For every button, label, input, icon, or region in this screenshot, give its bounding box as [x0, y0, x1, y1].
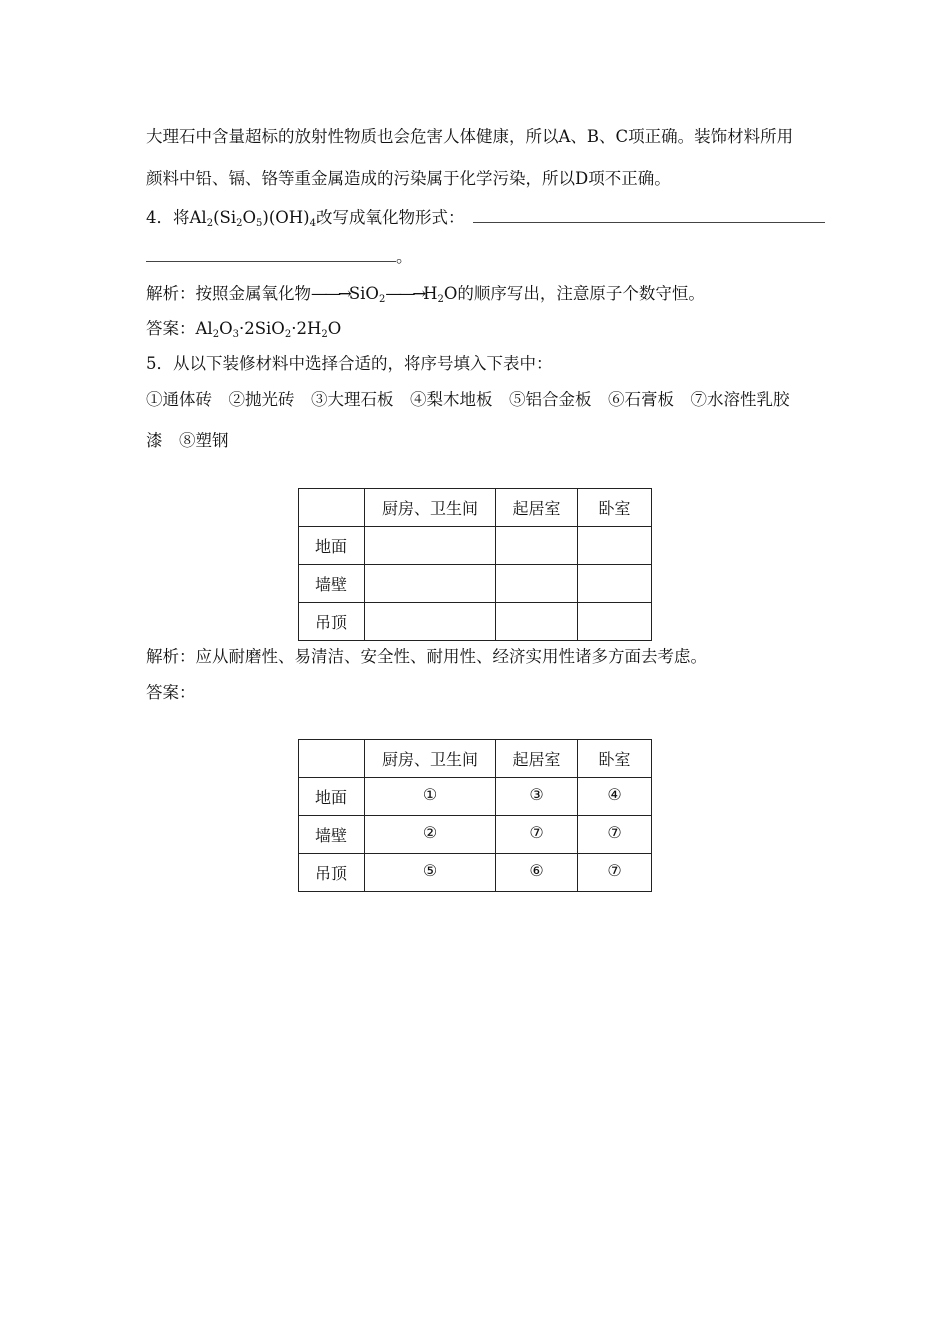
- text-line: 大理石中含量超标的放射性物质也会危害人体健康，所以A、B、C项正确。装饰材料所用: [146, 127, 794, 146]
- table-cell: ⑦: [578, 854, 652, 892]
- explanation-5: 解析：应从耐磨性、易清洁、安全性、耐用性、经济实用性诸多方面去考虑。: [146, 647, 707, 666]
- row-label: 吊顶: [299, 603, 365, 641]
- table-row: [299, 603, 652, 641]
- blank-table: [298, 488, 652, 641]
- question-5: 5．从以下装修材料中选择合适的，将序号填入下表中：: [146, 354, 553, 373]
- table-cell: ①: [365, 778, 496, 816]
- table-cell[interactable]: [578, 565, 652, 603]
- table-cell: ⑥: [496, 854, 578, 892]
- table-header-cell: 厨房、卫生间: [365, 740, 496, 778]
- question-5-options: 漆 ⑧塑钢: [146, 431, 229, 450]
- table-corner-cell: [299, 740, 365, 778]
- row-label: 墙壁: [299, 565, 365, 603]
- table-cell[interactable]: [365, 603, 496, 641]
- table-row: [299, 778, 652, 816]
- table-row: [299, 854, 652, 892]
- row-label: 地面: [299, 778, 365, 816]
- table-cell[interactable]: [496, 603, 578, 641]
- table-cell[interactable]: [578, 527, 652, 565]
- row-label: 地面: [299, 527, 365, 565]
- question-4-blank-line: 。: [146, 246, 413, 268]
- question-4: 4．将$Al_2(Si_2O_5)(OH)_4$改写成氧化物形式：: [146, 207, 825, 229]
- table-cell: ②: [365, 816, 496, 854]
- text-line: 颜料中铅、镉、铬等重金属造成的污染属于化学污染，所以D项不正确。: [146, 169, 671, 188]
- table-header-cell: 起居室: [496, 740, 578, 778]
- answer-4: 答案：$Al_2O_3\cdot 2SiO_2\cdot 2H_2O$: [146, 319, 342, 340]
- table-row: [299, 565, 652, 603]
- table-header-cell: 卧室: [578, 489, 652, 527]
- table-header-row: [299, 740, 652, 778]
- question-5-options: ①通体砖 ②抛光砖 ③大理石板 ④梨木地板 ⑤铝合金板 ⑥石膏板 ⑦水溶性乳胶: [146, 390, 790, 409]
- table-cell: ⑦: [578, 816, 652, 854]
- answer-blank[interactable]: [146, 247, 396, 262]
- table-cell[interactable]: [365, 527, 496, 565]
- table-cell[interactable]: [496, 527, 578, 565]
- answer-table: [298, 739, 652, 892]
- table-row: [299, 527, 652, 565]
- table-cell: ④: [578, 778, 652, 816]
- table-header-cell: 厨房、卫生间: [365, 489, 496, 527]
- answer-5-label: 答案：: [146, 683, 196, 702]
- row-label: 吊顶: [299, 854, 365, 892]
- answer-blank[interactable]: [473, 208, 825, 223]
- table-cell: ③: [496, 778, 578, 816]
- table-cell: ⑤: [365, 854, 496, 892]
- table-cell[interactable]: [496, 565, 578, 603]
- explanation-4: 解析：按照金属氧化物$——\to SiO_2——\to H_2O$的顺序写出，注意原子个数守恒。: [146, 284, 705, 305]
- table-row: [299, 816, 652, 854]
- table-cell[interactable]: [365, 565, 496, 603]
- row-label: 墙壁: [299, 816, 365, 854]
- table-header-cell: 卧室: [578, 740, 652, 778]
- table-corner-cell: [299, 489, 365, 527]
- table-cell[interactable]: [578, 603, 652, 641]
- table-header-row: [299, 489, 652, 527]
- table-header-cell: 起居室: [496, 489, 578, 527]
- table-cell: ⑦: [496, 816, 578, 854]
